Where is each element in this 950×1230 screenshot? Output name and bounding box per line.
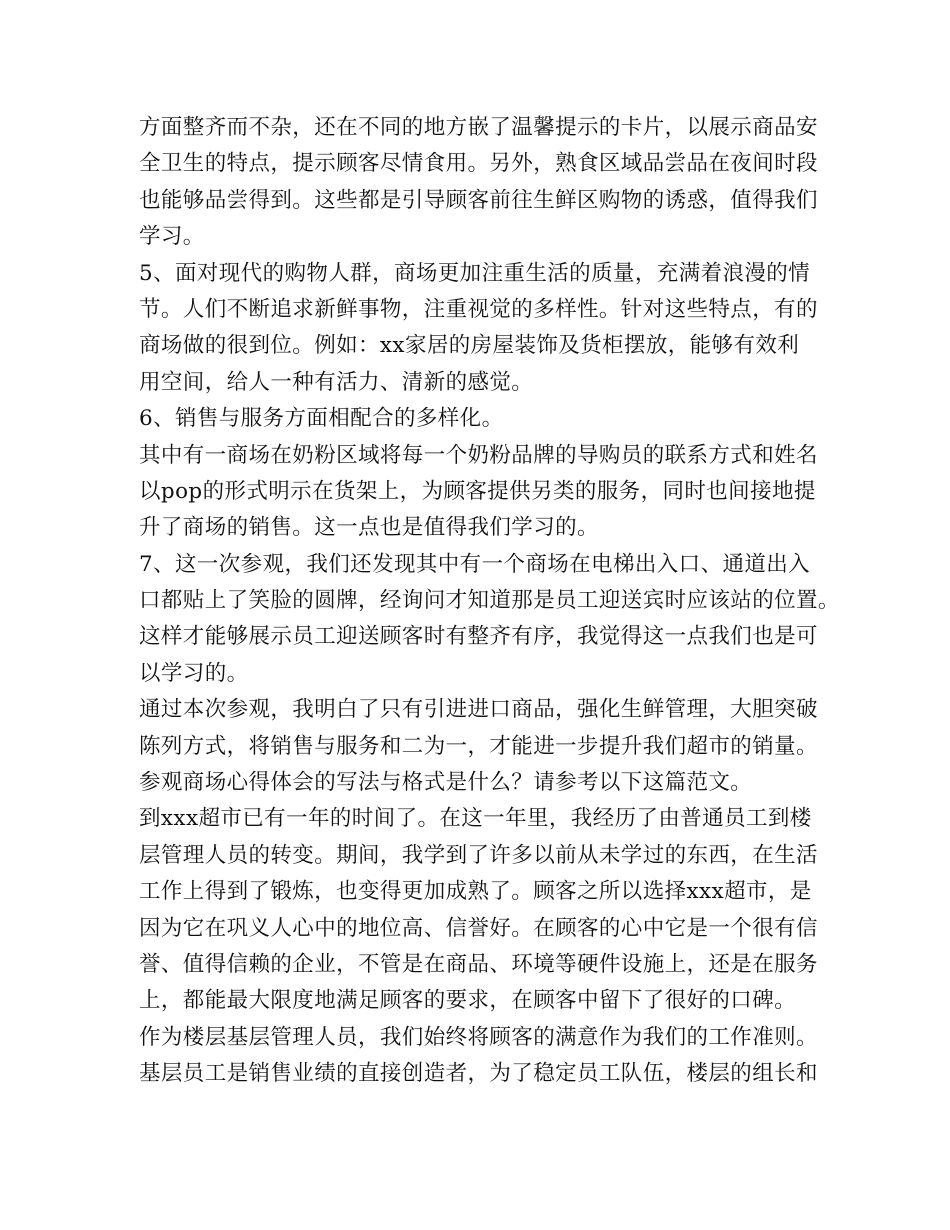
text-line: 作为楼层基层管理人员，我们始终将顾客的满意作为我们的工作准则。 [139,1024,818,1050]
text-line: 上，都能最大限度地满足顾客的要求，在顾客中留下了很好的口碑。 [139,988,797,1014]
text-line: 学习。 [139,224,205,250]
text-line: 也能够品尝得到。这些都是引导顾客前往生鲜区购物的诱惑，值得我们 [139,187,818,213]
text-line: 参观商场心得体会的写法与格式是什么？请参考以下这篇范文。 [139,770,753,796]
text-line: 全卫生的特点，提示顾客尽情食用。另外，熟食区域品尝品在夜间时段 [139,151,818,177]
text-line: 7、这一次参观，我们还发现其中有一个商场在电梯出入口、通道出入 [139,551,811,577]
text-line: 层管理人员的转变。期间，我学到了许多以前从未学过的东西，在生活 [139,842,818,868]
text-line: 商场做的很到位。例如：xx家居的房屋装饰及货柜摆放，能够有效利 [139,333,800,359]
text-line: 其中有一商场在奶粉区域将每一个奶粉品牌的导购员的联系方式和姓名 [139,442,818,468]
text-line: 方面整齐而不杂，还在不同的地方嵌了温馨提示的卡片，以展示商品安 [139,115,818,140]
text-line: 誉、值得信赖的企业，不管是在商品、环境等硬件设施上，还是在服务 [139,951,818,977]
text-line: 工作上得到了锻炼，也变得更加成熟了。顾客之所以选择xxx超市，是 [139,879,812,905]
text-line: 以学习的。 [139,660,249,686]
document-body-text [139,110,839,1093]
text-line: 5、面对现代的购物人群，商场更加注重生活的质量，充满着浪漫的情 [139,260,811,286]
text-line: 基层员工是销售业绩的直接创造者，为了稳定员工队伍，楼层的组长和 [139,1061,818,1087]
text-line: 以pop的形式明示在货架上，为顾客提供另类的服务，同时也间接地提 [139,478,816,504]
text-line: 陈列方式，将销售与服务和二为一，才能进一步提升我们超市的销量。 [139,733,818,759]
text-line: 用空间，给人一种有活力、清新的感觉。 [139,369,534,395]
text-line: 到xxx超市已有一年的时间了。在这一年里，我经历了由普通员工到楼 [139,806,812,832]
text-line: 6、销售与服务方面相配合的多样化。 [139,406,504,432]
text-line: 升了商场的销售。这一点也是值得我们学习的。 [139,515,599,541]
text-line: 通过本次参观，我明白了只有引进进口商品，强化生鲜管理，大胆突破 [139,697,818,723]
text-line: 因为它在巩义人心中的地位高、信誉好。在顾客的心中它是一个很有信 [139,915,818,941]
text-line: 这样才能够展示员工迎送顾客时有整齐有序，我觉得这一点我们也是可 [139,624,818,650]
text-line: 口都贴上了笑脸的圆牌，经询问才知道那是员工迎送宾时应该站的位置。 [139,588,840,614]
text-line: 节。人们不断追求新鲜事物，注重视觉的多样性。针对这些特点，有的 [139,296,818,322]
